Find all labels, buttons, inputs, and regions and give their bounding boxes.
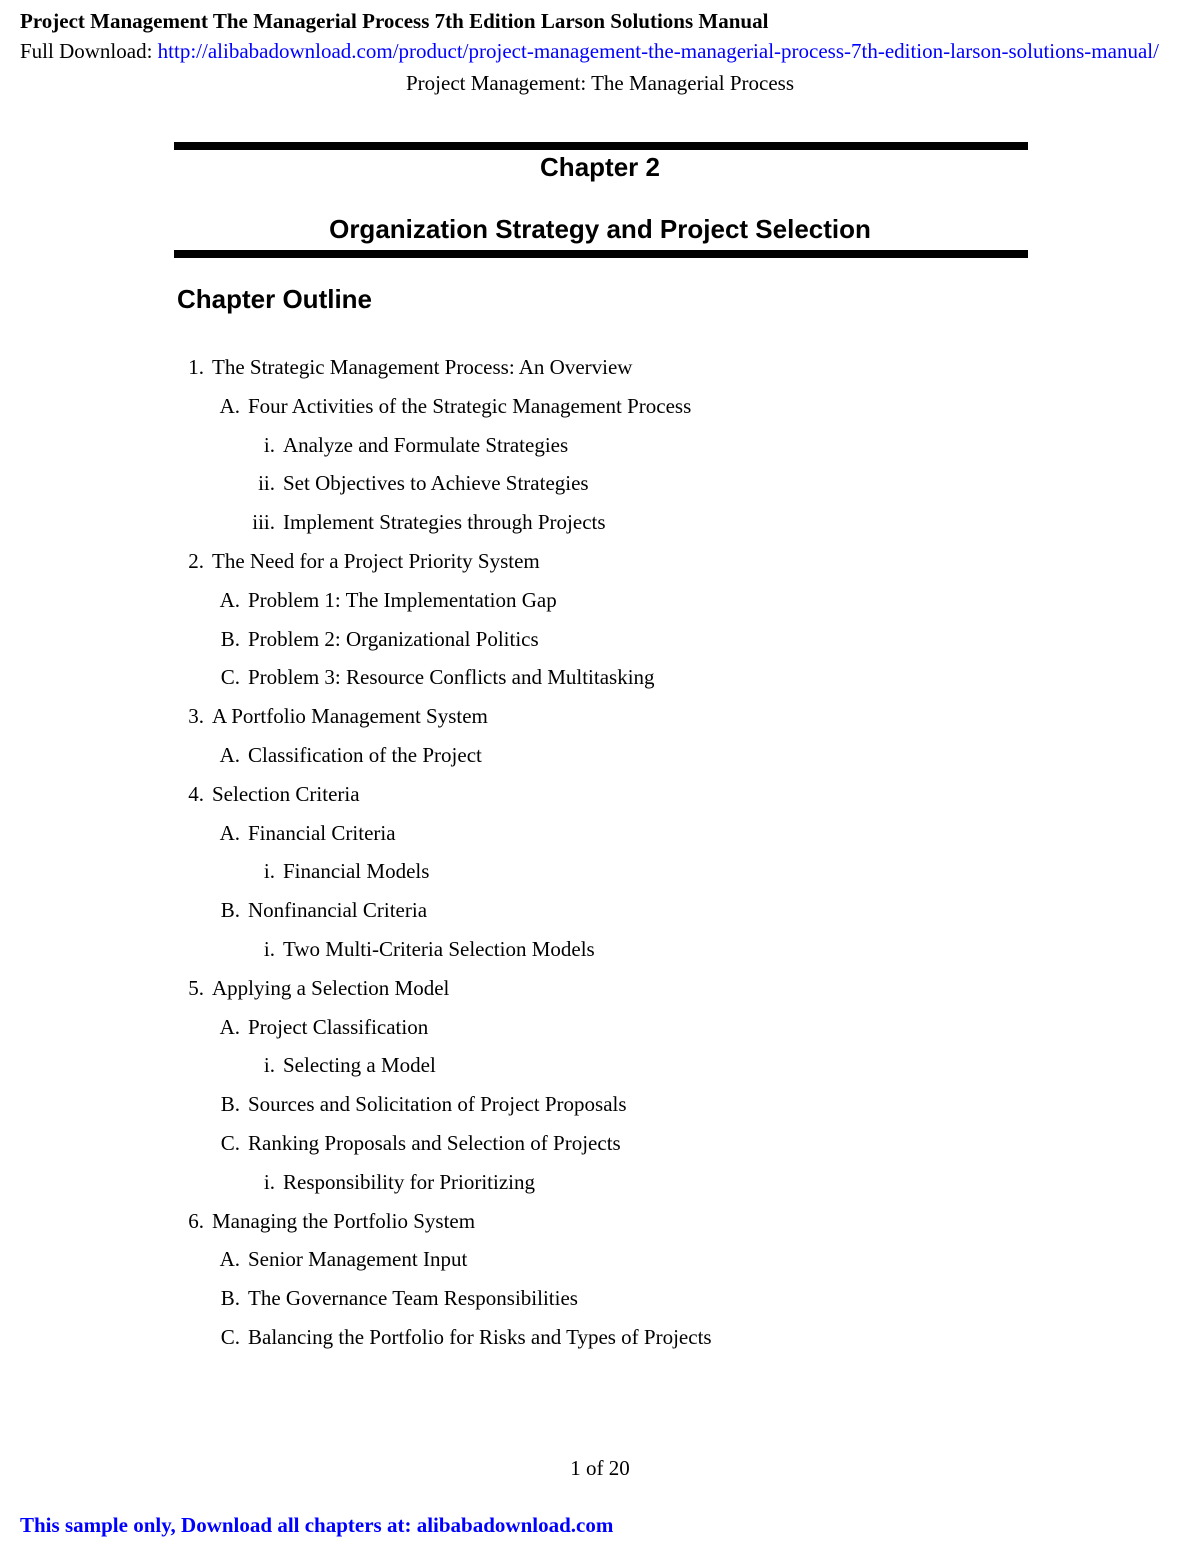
outline-item-text: Responsibility for Prioritizing [283,1169,535,1194]
outline-item-marker: C. [220,1325,240,1349]
outline-item-text: Selecting a Model [283,1053,436,1078]
outline-item-marker: C. [220,665,240,690]
outline-item-text: Implement Strategies through Projects [283,510,606,535]
outline-item-level-3 [263,432,569,458]
outline-item-level-2 [220,1286,578,1311]
outline-item-text: Financial Criteria [248,820,396,845]
outline-item-marker: i. [263,1053,275,1078]
outline-item-level-2 [219,393,692,419]
outline-item-level-3 [263,1053,436,1078]
outline-item-level-2 [220,1092,627,1117]
outline-item-text: Problem 1: The Implementation Gap [248,587,557,612]
outline-item-marker: A. [219,820,240,845]
outline-item-marker: A. [219,587,240,612]
outline-item-marker: 5. [188,975,204,1000]
sample-notice: This sample only, Download all chapters at: alibabadownload.com [20,1513,614,1537]
outline-item-marker: iii. [252,510,275,535]
outline-item-text: Financial Models [283,859,430,884]
outline-item-marker: A. [219,743,240,767]
outline-item-level-2 [220,898,428,923]
outline-item-level-2 [219,820,396,846]
outline-item-level-2 [220,1131,621,1156]
outline-item-text: The Need for a Project Priority System [212,549,540,573]
outline-item-marker: B. [220,1092,240,1117]
outline-item-level-2 [220,665,655,690]
outline-item-text: Selection Criteria [212,781,360,806]
outline-item-marker: i. [263,859,275,884]
outline-item-text: Ranking Proposals and Selection of Projects [248,1131,621,1155]
outline-heading: Chapter Outline [177,284,373,314]
outline-item-text: Classification of the Project [248,743,482,767]
outline-item-level-1 [188,704,488,729]
download-link[interactable]: http://alibabadownload.com/product/project-management-the-managerial-process-7th-edition-larson-solutions-manual/ [157,39,1159,63]
outline-item-text: Problem 2: Organizational Politics [248,626,539,651]
outline-item-marker: i. [263,937,275,961]
outline-item-text: Analyze and Formulate Strategies [283,432,569,457]
outline-item-text: Four Activities of the Strategic Management Process [248,393,692,418]
outline-item-marker: i. [263,432,275,457]
outline-item-text: Nonfinancial Criteria [248,898,428,923]
bottom-divider-rule [174,250,1028,258]
outline-item-marker: A. [219,1247,240,1272]
outline-item-marker: 4. [188,781,204,806]
outline-item-level-3 [263,1169,535,1195]
outline-item-text: The Strategic Management Process: An Overview [212,355,633,379]
outline-item-level-1 [188,355,633,380]
outline-item-marker: 6. [188,1208,204,1233]
outline-item-level-3 [258,471,589,496]
outline-item-text: Two Multi-Criteria Selection Models [283,937,595,961]
chapter-number: Chapter 2 [540,152,660,182]
outline-item-text: Balancing the Portfolio for Risks and Types of Projects [248,1325,712,1349]
outline-item-marker: B. [220,626,240,651]
outline-item-marker: A. [219,1014,240,1039]
outline-item-marker: i. [263,1169,275,1194]
outline-item-level-2 [219,743,482,768]
outline-item-marker: 2. [188,549,204,573]
outline-item-text: Applying a Selection Model [212,975,450,1000]
outline-item-level-3 [263,859,430,884]
outline-item-text: Problem 3: Resource Conflicts and Multitasking [248,665,655,690]
outline-item-text: Senior Management Input [248,1247,468,1272]
outline-item-level-2 [220,626,539,652]
document-title: Project Management The Managerial Process 7th Edition Larson Solutions Manual [20,9,769,33]
page-number: 1 of 20 [570,1456,630,1480]
outline-item-text: Managing the Portfolio System [212,1208,476,1233]
outline-item-marker: A. [219,393,240,418]
running-header: Project Management: The Managerial Process [406,71,794,95]
outline-item-marker: B. [220,898,240,923]
outline-item-level-1 [188,1208,476,1234]
top-divider-rule [174,142,1028,150]
outline-item-marker: B. [220,1286,240,1311]
chapter-title: Organization Strategy and Project Selection [329,214,871,244]
outline-item-text: The Governance Team Responsibilities [248,1286,578,1311]
download-label: Full Download: [20,39,158,63]
outline-item-level-1 [188,781,360,807]
outline-item-marker: C. [220,1131,240,1155]
outline-item-level-2 [220,1325,712,1350]
outline-item-level-1 [188,975,450,1001]
outline-item-level-1 [188,549,540,574]
outline-item-level-2 [219,587,557,613]
outline-item-marker: ii. [258,471,275,496]
download-line [20,39,1159,64]
outline-item-marker: 3. [188,704,204,729]
outline-item-text: A Portfolio Management System [212,704,488,729]
outline-item-text: Sources and Solicitation of Project Proposals [248,1092,627,1117]
outline-item-level-3 [252,510,606,535]
outline-item-text: Set Objectives to Achieve Strategies [283,471,589,496]
outline-item-level-3 [263,937,595,962]
outline-item-marker: 1. [188,355,204,379]
outline-item-level-2 [219,1014,429,1040]
outline-item-text: Project Classification [248,1014,429,1039]
outline-item-level-2 [219,1247,468,1272]
